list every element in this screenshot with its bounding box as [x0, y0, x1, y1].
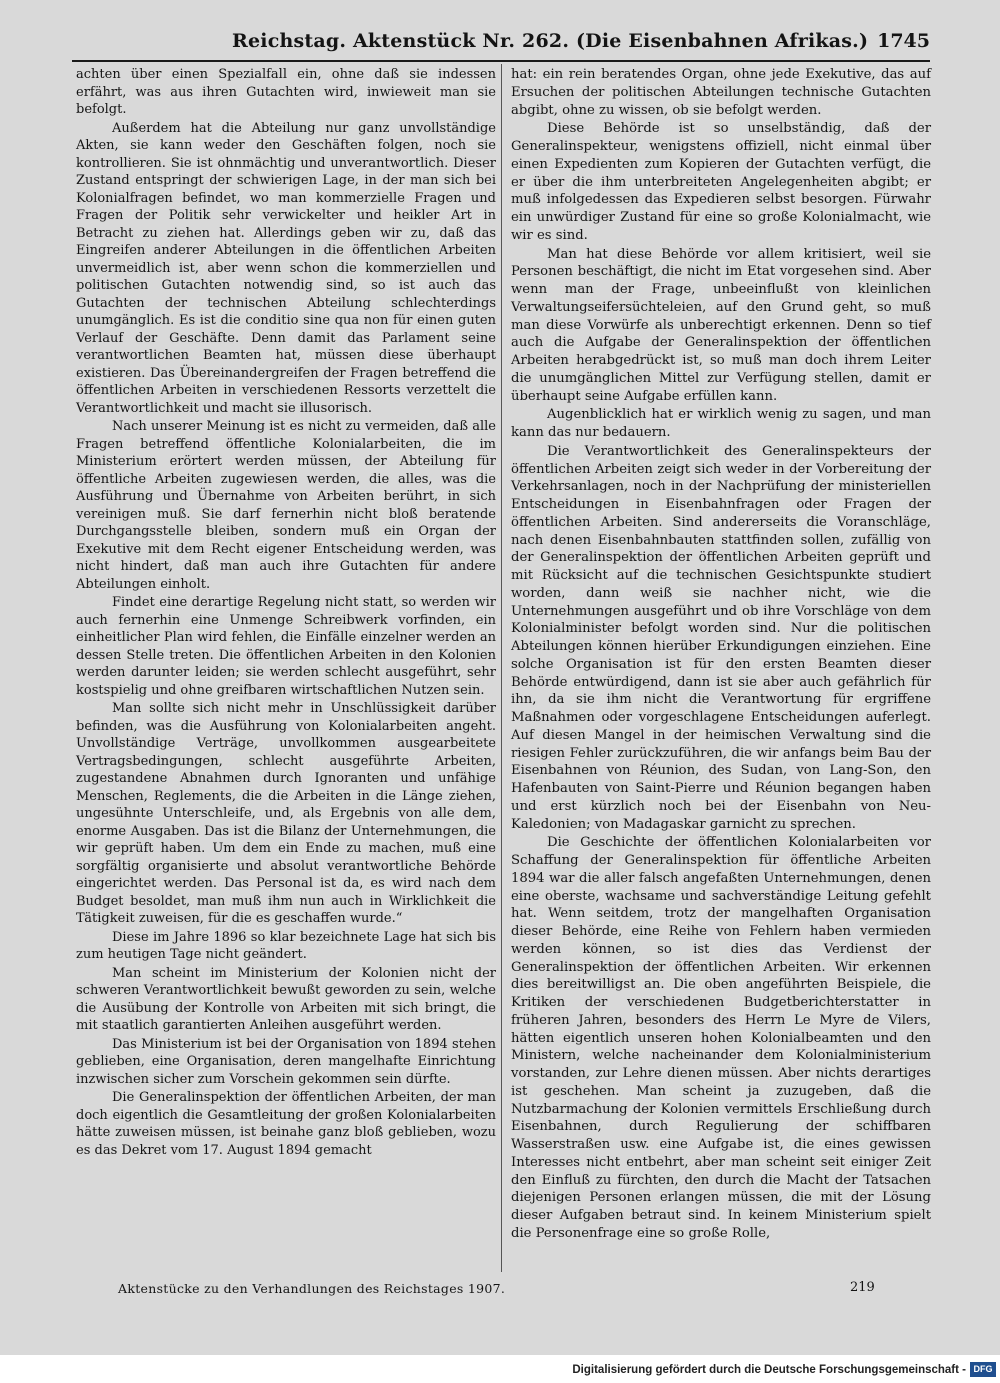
paragraph: Man scheint im Ministerium der Kolonien nicht der schweren Verantwortlichkeit bewußt geworden zu sein, welche die Ausübung der Kontrolle von Arbeiten mit sich bringt, die mit staatlich garantierten Anleihen ausgeführt werden.	[76, 965, 496, 1033]
footer-source-note: Aktenstücke zu den Verhandlungen des Reichstages 1907.	[118, 1281, 506, 1296]
paragraph: Das Ministerium ist bei der Organisation von 1894 stehen geblieben, eine Organisation, deren mangelhafte Einrichtung inzwischen sicher zum Vorschein gekommen sein dürfte.	[76, 1036, 496, 1087]
paragraph: Die Verantwortlichkeit des Generalinspekteurs der öffentlichen Arbeiten zeigt sich weder in der Vorbereitung der Verkehrsanlagen, noch in der Nachprüfung der ministeriellen Entscheidungen in Eisenbahnfragen oder Fragen der öffentlichen Arbeiten. Sind andererseits die Voranschläge, nach denen Eisenbahnbauten stattfinden sollen, zufällig von der Generalinspektion der öffentlichen Arbeiten geprüft und mit Rücksicht auf die technischen Gesichtspunkte studiert worden, dann weiß sie nachher nicht, wie die Unternehmungen ausgeführt und ob ihre Vorschläge von dem Kolonialminister befolgt worden sind. Nur die politischen Abteilungen können hierüber Erkundigungen einziehen. Eine solche Organisation ist für den ersten Beamten dieser Behörde entwürdigend, dann ist sie aber auch gefährlich für ihn, da sie ihm nicht die Verantwortung für ergriffene Maßnahmen oder vorgeschlagene Entscheidungen auferlegt. Auf diesen Mangel in der heimischen Verwaltung sind die riesigen Fehler zurückzuführen, die wir anfangs beim Bau der Eisenbahnen von Réunion, des Sudan, von Lang-Son, den Hafenbauten von Saint-Pierre und Réunion begangen haben und erst kürzlich noch bei der Eisenbahn von Neu-Kaledonien; von Madagaskar garnicht zu sprechen.	[511, 443, 931, 832]
dfg-logo: DFG	[970, 1362, 996, 1377]
footer-page-number: 219	[850, 1280, 875, 1295]
page-header	[72, 30, 930, 60]
running-title: Reichstag. Aktenstück Nr. 262. (Die Eisenbahnen Afrikas.)	[232, 30, 869, 52]
column-divider	[501, 64, 502, 1272]
paragraph: Die Geschichte der öffentlichen Kolonialarbeiten vor Schaffung der Generalinspektion für öffentliche Arbeiten 1894 war die aller falsch angefaßten Unternehmungen, denen eine oberste, wachsame und sachverständige Leitung gefehlt hat. Wenn seitdem, trotz der mangelhaften Organisation dieser Behörde, eine Reihe von Fehlern haben vermieden werden können, so ist dies das Verdienst der Generalinspektion der öffentlichen Arbeiten. Wir erkennen dies bereitwilligst an. Die oben angeführten Beispiele, die Kritiken der verschiedenen Budgetberichterstatter in früheren Jahren, besonders des Herrn Le Myre de Vilers, hätten eigentlich unseren hohen Kolonialbeamten und den Ministern, welche nacheinander dem Kolonialministerium vorstanden, zur Lehre dienen müssen. Aber nichts derartiges ist geschehen. Man scheint ja zuzugeben, daß die Nutzbarmachung der Kolonien vermittels Erschließung durch Eisenbahnen, durch Regulierung der schiffbaren Wasserstraßen usw. eine Aufgabe ist, die eines gewissen Interesses nicht entbehrt, aber man scheint seit einiger Zeit den Einfluß zu fürchten, den durch die Macht der Tatsachen diejenigen Personen erlangen müssen, die mit der Lösung dieser Aufgaben betraut sind. In keinem Ministerium spielt die Personenfrage eine so große Rolle,	[511, 835, 931, 1241]
credit-bar	[0, 1355, 1000, 1383]
paragraph: Diese im Jahre 1896 so klar bezeichnete Lage hat sich bis zum heutigen Tage nicht geändert.	[76, 929, 496, 962]
paragraph: Man hat diese Behörde vor allem kritisiert, weil sie Personen beschäftigt, die nicht im Etat vorgesehen sind. Aber wenn man der Frage, unbeeinflußt von kleinlichen Verwaltungseifersüchteleien, auf den Grund geht, so muß man diese Vorwürfe als unberechtigt erkennen. Denn so tief auch die Aufgabe der Generalinspektion der öffentlichen Arbeiten herabgedrückt ist, so muß man doch ihrem Leiter die unumgänglichen Mittel zur Verfügung stellen, damit er überhaupt seine Aufgabe erfüllen kann.	[511, 246, 931, 404]
paragraph: Nach unserer Meinung ist es nicht zu vermeiden, daß alle Fragen betreffend öffentliche Kolonialarbeiten, die im Ministerium erörtert werden müssen, der Abteilung für öffentliche Arbeiten zugewiesen werden, die alles, was die Ausführung und Übernahme von Arbeiten berührt, in sich vereinigen muß. Sie darf fernerhin nicht bloß beratende Durchgangsstelle bleiben, sondern muß ein Organ der Exekutive mit dem Recht eigener Entscheidung werden, was nicht hindert, daß man auch ihre Gutachten für andere Abteilungen einholt.	[76, 419, 496, 592]
paragraph: Augenblicklich hat er wirklich wenig zu sagen, und man kann das nur bedauern.	[511, 407, 931, 440]
paragraph: Man sollte sich nicht mehr in Unschlüssigkeit darüber befinden, was die Ausführung von Kolonialarbeiten angeht. Unvollständige Verträge, unvollkommen ausgearbeitete Vertragsbedingungen, schlecht ausgeführte Arbeiten, zugestandene Abnahmen durch Ignoranten und unfähige Menschen, Reglements, die die Arbeiten in die Länge ziehen, ungesühnte Unterschleife, und, als Ergebnis von alle dem, enorme Ausgaben. Das ist die Bilanz der Unternehmungen, die wir geprüft haben. Um dem ein Ende zu machen, muß eine sorgfältig organisierte und absolut verantwortliche Behörde eingerichtet werden. Das Personal ist da, es wird nach dem Budget besoldet, man muß ihm nun auch in Wirklichkeit die Tätigkeit zuweisen, für die es geschaffen wurde.“	[76, 701, 496, 926]
right-column	[511, 66, 931, 1243]
paragraph: Diese Behörde ist so unselbständig, daß der Generalinspekteur, wenigstens offiziell, nicht einmal über einen Expedienten zum Kopieren der Gutachten verfügt, die er über die ihm unterbreiteten Angelegenheiten abgibt; er muß infolgedessen das Expedieren selbst besorgen. Fürwahr ein unwürdiger Zustand für eine so große Kolonialmacht, wie wir es sind.	[511, 121, 931, 243]
page-number: 1745	[877, 30, 930, 52]
credit-text: Digitalisierung gefördert durch die Deutsche Forschungsgemeinschaft -	[572, 1364, 966, 1376]
paragraph: Die Generalinspektion der öffentlichen Arbeiten, der man doch eigentlich die Gesamtleitung der großen Kolonialarbeiten hätte zuweisen müssen, ist beinahe ganz bloß geblieben, wozu es das Dekret vom 17. August 1894 gemacht	[76, 1090, 496, 1158]
header-rule	[72, 60, 930, 62]
paragraph: Findet eine derartige Regelung nicht statt, so werden wir auch fernerhin eine Unmenge Schreibwerk vorfinden, ein einheitlicher Plan wird fehlen, die Einfälle einzelner werden an dessen Stelle treten. Die öffentlichen Arbeiten in den Kolonien werden darunter leiden; sie werden schlecht ausgeführt, sehr kostspielig und ohne greifbaren wirtschaftlichen Nutzen sein.	[76, 595, 496, 698]
paragraph: achten über einen Spezialfall ein, ohne daß sie indessen erfährt, was aus ihren Gutachten wird, inwieweit man sie befolgt.	[76, 67, 496, 117]
left-column	[76, 66, 496, 1159]
paragraph: hat: ein rein beratendes Organ, ohne jede Exekutive, das auf Ersuchen der politischen Abteilungen technische Gutachten abgibt, ohne zu wissen, ob sie befolgt werden.	[511, 67, 931, 118]
paragraph: Außerdem hat die Abteilung nur ganz unvollständige Akten, sie kann weder den Geschäften folgen, noch sie kontrollieren. Sie ist ohnmächtig und unverantwortlich. Dieser Zustand entspringt der schwierigen Lage, in der man sich bei Kolonialfragen befindet, wo man kommerzielle Fragen und Fragen der Politik sehr verwickelter und heikler Art in Betracht zu ziehen hat. Allerdings geben wir zu, daß das Eingreifen anderer Abteilungen in die öffentlichen Arbeiten unvermeidlich ist, aber wenn schon die kommerziellen und politischen Gutachten notwendig sind, so ist auch das Gutachten der technischen Abteilung schlechterdings unumgänglich. Es ist die conditio sine qua non für einen guten Verlauf der Geschäfte. Denn damit das Parlament seine verantwortlichen Beamten hat, müssen diese überhaupt existieren. Das Übereinandergreifen der Fragen betreffend die öffentlichen Arbeiten in verschiedenen Ressorts verzettelt die Verantwortlichkeit und macht sie illusorisch.	[76, 120, 496, 416]
